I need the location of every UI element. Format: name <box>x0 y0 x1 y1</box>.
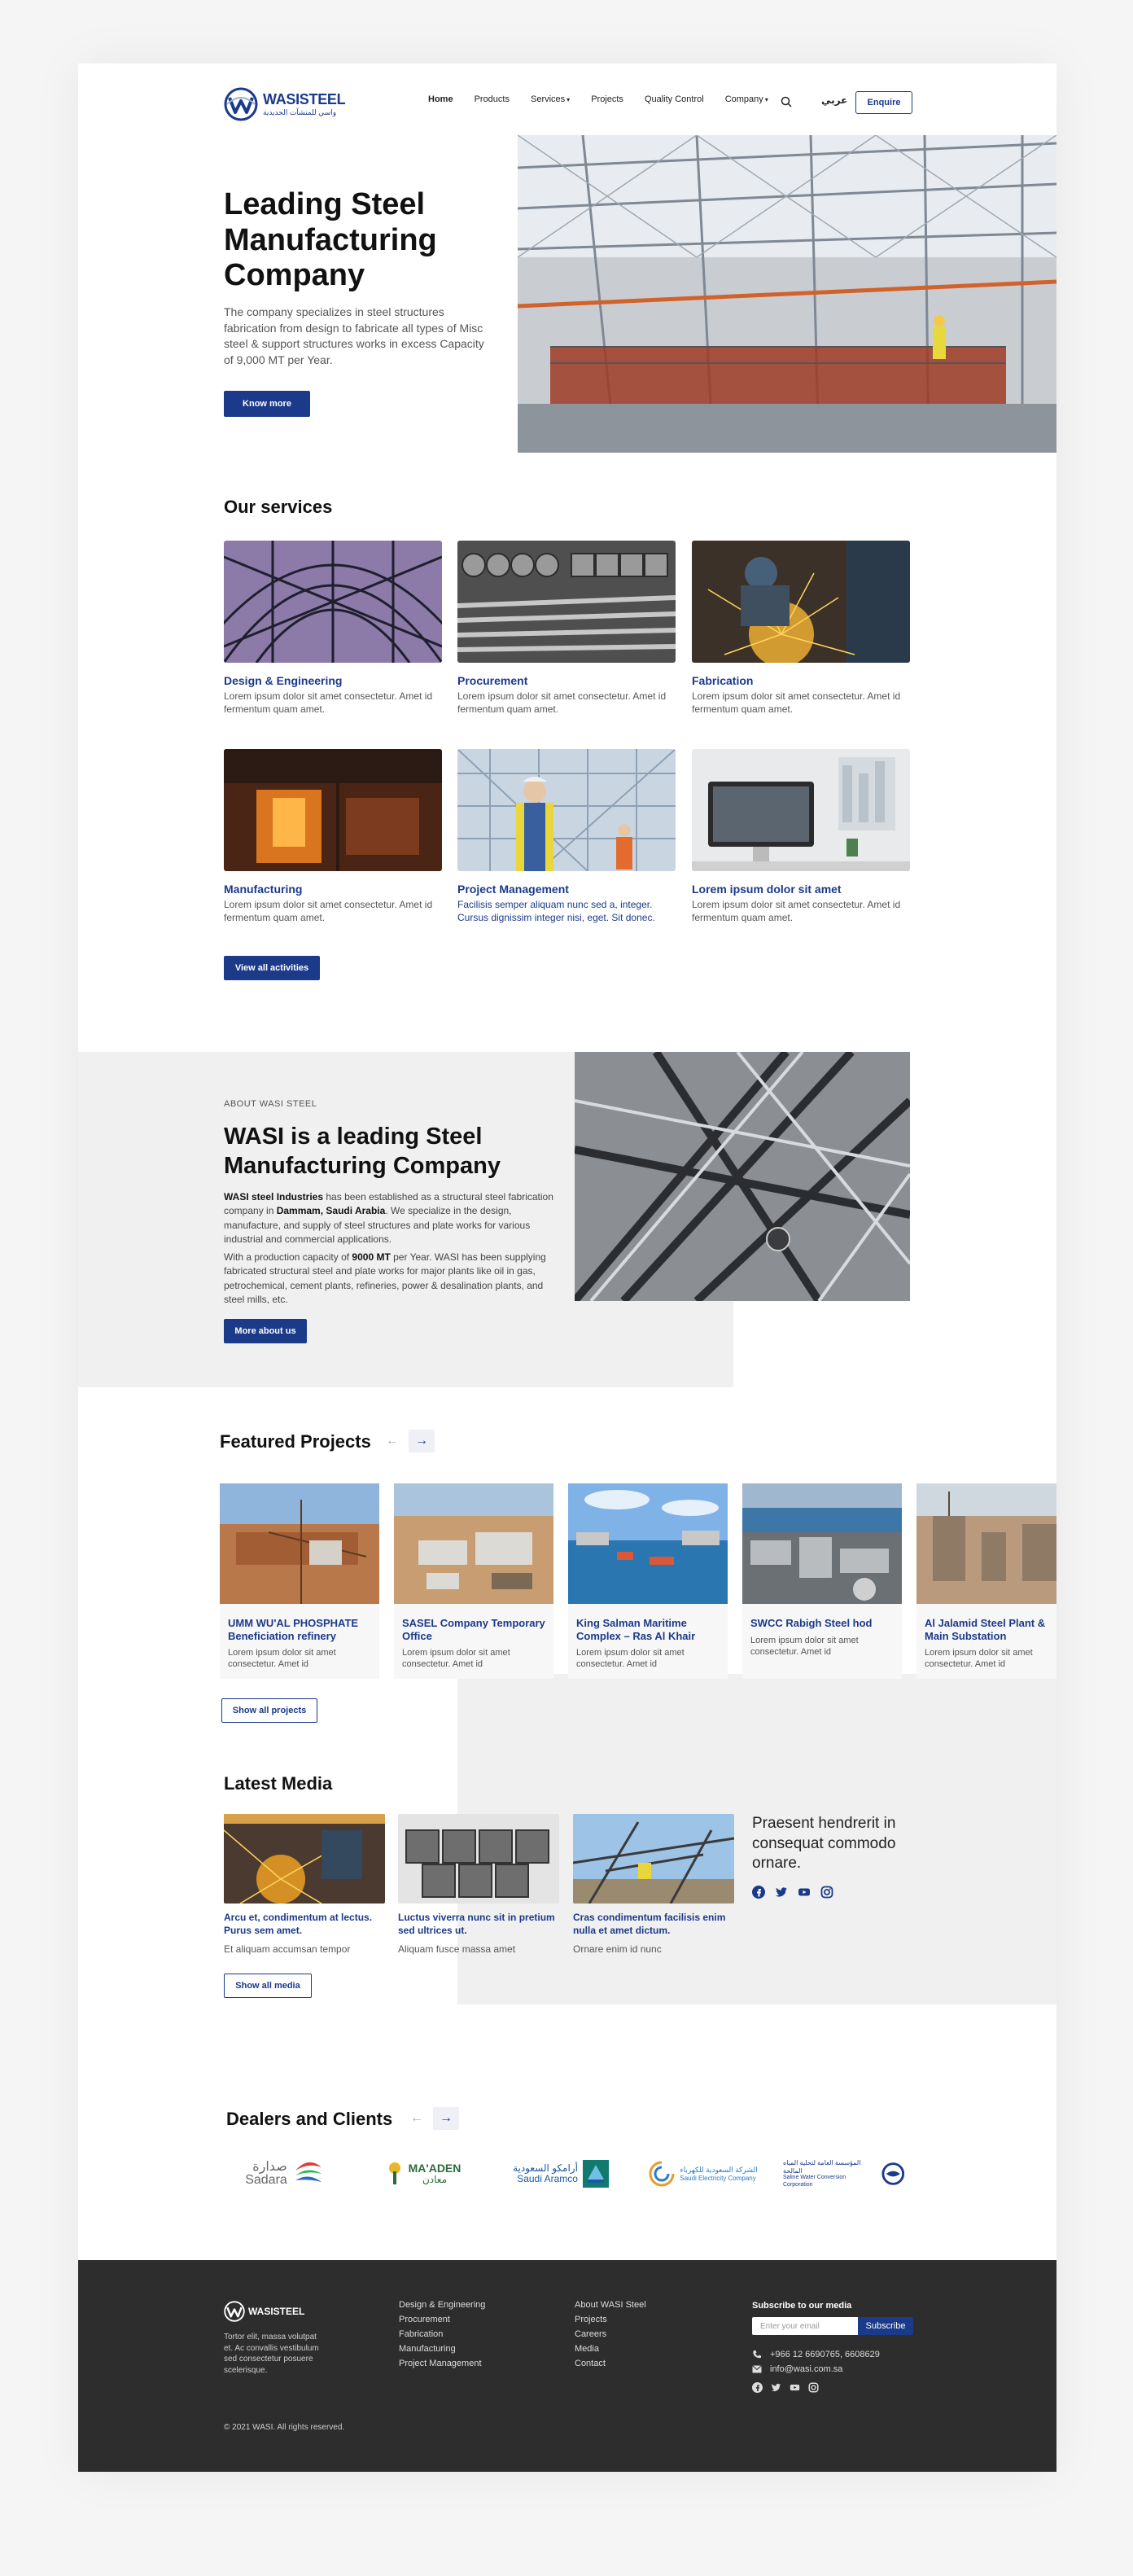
about-kicker: ABOUT WASI STEEL <box>224 1099 317 1109</box>
service-image <box>457 541 676 663</box>
view-all-activities-button[interactable]: View all activities <box>224 956 320 980</box>
media-image <box>573 1814 734 1904</box>
mail-icon <box>752 2365 762 2373</box>
service-name: Project Management <box>457 883 569 896</box>
nav-services-label: Services <box>530 94 566 104</box>
client-arabic-name: المؤسسة العامة لتحلية المياه المالحة <box>783 2159 861 2175</box>
client-logo-maaden[interactable] <box>368 2154 479 2193</box>
project-card[interactable] <box>220 1483 379 1679</box>
instagram-icon[interactable] <box>808 2382 819 2393</box>
client-name: Sadara <box>245 2173 287 2187</box>
media-card[interactable] <box>224 1814 385 1955</box>
media-desc: Ornare enim id nunc <box>573 1943 662 1956</box>
service-desc: Lorem ipsum dolor sit amet consectetur. Amet id fermentum quam amet. <box>457 690 667 716</box>
service-name: Manufacturing <box>224 883 303 896</box>
footer-link[interactable]: Manufacturing <box>399 2344 456 2354</box>
media-social-links <box>752 1886 833 1899</box>
show-all-media-button[interactable]: Show all media <box>224 1974 312 1998</box>
footer-link[interactable]: Procurement <box>399 2315 450 2324</box>
projects-next-button[interactable]: → <box>409 1430 435 1452</box>
dealers-title: Dealers and Clients <box>226 2109 393 2129</box>
nav-home[interactable]: Home <box>428 94 453 104</box>
client-name: Saudi Electricity Company <box>680 2174 756 2182</box>
project-image <box>742 1483 902 1604</box>
client-logo-swcc[interactable] <box>783 2154 905 2193</box>
search-icon[interactable] <box>781 96 792 107</box>
nav-services[interactable] <box>531 94 570 104</box>
service-card[interactable] <box>224 749 442 924</box>
project-card[interactable] <box>394 1483 553 1679</box>
project-image <box>568 1483 728 1604</box>
about-paragraph-2 <box>224 1251 558 1308</box>
project-card[interactable] <box>568 1483 728 1679</box>
project-card[interactable] <box>742 1483 902 1679</box>
instagram-icon[interactable] <box>820 1886 833 1899</box>
facebook-icon[interactable] <box>752 1886 765 1899</box>
footer-phone <box>752 2350 880 2359</box>
service-desc: Lorem ipsum dolor sit amet consectetur. Amet id fermentum quam amet. <box>692 690 901 716</box>
aramco-logo-icon <box>583 2160 609 2188</box>
nav-quality-control[interactable]: Quality Control <box>644 94 704 104</box>
service-name: Fabrication <box>692 674 754 687</box>
more-about-us-button[interactable]: More about us <box>224 1319 307 1343</box>
enquire-button[interactable]: Enquire <box>855 91 912 114</box>
project-name: SWCC Rabigh Steel hod <box>750 1617 873 1629</box>
footer-link[interactable]: Careers <box>575 2329 607 2339</box>
about-image <box>575 1052 910 1301</box>
client-arabic-name: معادن <box>422 2174 448 2186</box>
service-card[interactable] <box>457 541 676 716</box>
about-paragraph-1 <box>224 1190 558 1247</box>
youtube-icon[interactable] <box>798 1886 811 1899</box>
dealers-prev-button[interactable]: ← <box>410 2111 423 2125</box>
project-image <box>916 1483 1056 1604</box>
service-desc: Lorem ipsum dolor sit amet consectetur. Amet id fermentum quam amet. <box>692 899 901 924</box>
service-image <box>692 541 910 663</box>
nav-company-label: Company <box>724 94 763 104</box>
facebook-icon[interactable] <box>752 2382 763 2393</box>
copyright: © 2021 WASI. All rights reserved. <box>224 2423 345 2432</box>
service-name: Lorem ipsum dolor sit amet <box>692 883 842 896</box>
service-name: Design & Engineering <box>224 674 343 687</box>
client-name: Saudi Aramco <box>517 2173 578 2184</box>
dealers-next-button[interactable]: → <box>433 2107 459 2130</box>
client-arabic-name: صدارة <box>252 2160 287 2174</box>
footer-link[interactable]: Project Management <box>399 2359 482 2368</box>
media-quote: Praesent hendrerit in consequat commodo ornare. <box>752 1815 896 1873</box>
footer-tagline: Tortor elit, massa volutpat et. Ac convallis vestibulum sed consectetur posuere scelerisque. <box>224 2333 319 2375</box>
nav-company[interactable] <box>725 94 768 104</box>
twitter-icon[interactable] <box>775 1886 788 1899</box>
hero-title: Leading Steel Manufacturing Company <box>224 187 437 293</box>
project-card[interactable] <box>916 1483 1056 1679</box>
footer-logo-name: WASISTEEL <box>248 2306 305 2317</box>
twitter-icon[interactable] <box>771 2382 781 2393</box>
media-desc: Aliquam fusce massa amet <box>398 1943 516 1956</box>
footer-link[interactable]: Contact <box>575 2359 606 2368</box>
show-all-projects-button[interactable]: Show all projects <box>221 1698 317 1723</box>
project-name: Al Jalamid Steel Plant & Main Substation <box>925 1617 1046 1642</box>
chevron-down-icon: ▾ <box>764 96 768 103</box>
page <box>78 64 1056 2472</box>
about-location: Dammam, Saudi Arabia <box>276 1205 386 1217</box>
footer-email <box>752 2364 842 2374</box>
service-desc: Lorem ipsum dolor sit amet consectetur. Amet id fermentum quam amet. <box>224 899 433 924</box>
services-title: Our services <box>224 497 333 517</box>
footer-services-links <box>399 2298 485 2371</box>
footer-company-links <box>575 2298 646 2371</box>
know-more-button[interactable]: Know more <box>224 391 310 417</box>
service-image <box>692 749 910 871</box>
youtube-icon[interactable] <box>790 2382 800 2393</box>
service-image <box>457 749 676 871</box>
project-desc: Lorem ipsum dolor sit amet consectetur. Amet id <box>402 1648 510 1670</box>
logo-name: WASISTEEL <box>263 91 346 107</box>
email-address[interactable]: info@wasi.com.sa <box>770 2364 843 2374</box>
sec-logo-icon <box>649 2161 675 2187</box>
client-arabic-name: أرامكو السعودية <box>513 2162 578 2174</box>
hero-description: The company specializes in steel structures fabrication from design to fabricate all types of Misc steel & support structures works in excess Capacity of 9,000 MT per Year. <box>224 305 484 366</box>
service-image <box>224 749 442 871</box>
client-logo-sec[interactable] <box>648 2154 759 2193</box>
wasi-logo-icon <box>224 87 258 121</box>
project-desc: Lorem ipsum dolor sit amet consectetur. Amet id <box>925 1648 1033 1670</box>
about-title: WASI is a leading Steel Manufacturing Company <box>224 1124 501 1180</box>
service-desc: Facilisis semper aliquam nunc sed a, integer. Cursus dignissim integer nisi, eget. Sit donec. <box>457 899 655 924</box>
hero-image <box>518 135 1056 453</box>
featured-projects-title: Featured Projects <box>220 1431 371 1452</box>
client-name: Saline Water Conversion Corporation <box>783 2175 846 2188</box>
about-company-name: WASI steel Industries <box>224 1191 324 1203</box>
subscribe-button[interactable]: Subscribe <box>858 2317 913 2335</box>
footer-link[interactable]: Projects <box>575 2315 607 2324</box>
media-image <box>224 1814 385 1904</box>
about-p1-text-2: . We specialize in the design, manufacture, and supply of steel structures and plate works for various industrial and commercial applications. <box>224 1205 531 1246</box>
media-desc: Et aliquam accumsan tempor <box>224 1943 351 1956</box>
wasi-logo-icon <box>224 2301 245 2322</box>
client-logo-sadara[interactable] <box>236 2154 334 2193</box>
sadara-logo-icon <box>292 2159 325 2188</box>
project-name: SASEL Company Temporary Office <box>402 1617 545 1642</box>
project-desc: Lorem ipsum dolor sit amet consectetur. Amet id <box>750 1635 859 1657</box>
subscribe-title: Subscribe to our media <box>752 2301 852 2311</box>
project-image <box>220 1483 379 1604</box>
maaden-logo-icon <box>386 2162 404 2186</box>
client-logo-aramco[interactable] <box>508 2154 614 2193</box>
service-card[interactable] <box>692 541 910 716</box>
footer-link[interactable]: Design & Engineering <box>399 2300 486 2310</box>
media-card[interactable] <box>573 1814 734 1955</box>
phone-icon <box>752 2350 762 2359</box>
media-name: Luctus viverra nunc sit in pretium sed ultrices ut. <box>398 1912 555 1936</box>
subscribe-email-input[interactable]: Enter your email <box>752 2317 858 2335</box>
chevron-down-icon: ▾ <box>566 96 571 103</box>
project-desc: Lorem ipsum dolor sit amet consectetur. Amet id <box>228 1648 336 1670</box>
media-card[interactable] <box>398 1814 559 1955</box>
service-card[interactable] <box>457 749 676 924</box>
footer-social-links <box>752 2382 819 2393</box>
swcc-logo-icon <box>881 2162 905 2186</box>
footer-link[interactable]: Fabrication <box>399 2329 444 2339</box>
project-desc: Lorem ipsum dolor sit amet consectetur. Amet id <box>576 1648 685 1670</box>
footer-link[interactable]: About WASI Steel <box>575 2300 646 2310</box>
client-arabic-name: الشركة السعودية للكهرباء <box>680 2165 758 2174</box>
media-image <box>398 1814 559 1904</box>
media-name: Cras condimentum facilisis enim nulla et amet dictum. <box>573 1912 726 1936</box>
service-image <box>224 541 442 663</box>
language-switch[interactable]: عربي <box>821 94 848 106</box>
service-name: Procurement <box>457 674 528 687</box>
main-nav <box>428 94 790 104</box>
footer-link[interactable]: Media <box>575 2344 599 2354</box>
about-p2-text-2: per Year. WASI has been supplying fabricated structural steel and plate works for major plants like oil in gas, petrochemical, cement plants, refineries, power & desalination plants, and steel mills, etc. <box>224 1251 546 1306</box>
project-name: King Salman Maritime Complex – Ras Al Khair <box>576 1617 696 1642</box>
service-card[interactable] <box>692 749 910 924</box>
phone-number[interactable]: +966 12 6690765, 6608629 <box>770 2350 880 2359</box>
project-name: UMM WU'AL PHOSPHATE Beneficiation refinery <box>228 1617 359 1642</box>
site-logo[interactable] <box>224 86 362 122</box>
media-name: Arcu et, condimentum at lectus. Purus sem amet. <box>224 1912 373 1936</box>
client-name: MA'ADEN <box>408 2161 462 2175</box>
projects-prev-button[interactable]: ← <box>386 1434 399 1448</box>
footer-logo[interactable] <box>224 2301 304 2322</box>
logo-subtitle: واسي للمنشآت الحديدية <box>263 108 337 116</box>
about-p2-text: With a production capacity of <box>224 1251 352 1263</box>
nav-products[interactable]: Products <box>474 94 510 104</box>
service-card[interactable] <box>224 541 442 716</box>
nav-projects[interactable]: Projects <box>591 94 623 104</box>
latest-media-title: Latest Media <box>224 1773 333 1794</box>
service-desc: Lorem ipsum dolor sit amet consectetur. Amet id fermentum quam amet. <box>224 690 433 716</box>
about-capacity: 9000 MT <box>352 1251 391 1263</box>
site-footer <box>78 2260 1056 2472</box>
project-image <box>394 1483 553 1604</box>
about-p1-text: has been established as a structural steel fabrication company in <box>224 1191 553 1217</box>
